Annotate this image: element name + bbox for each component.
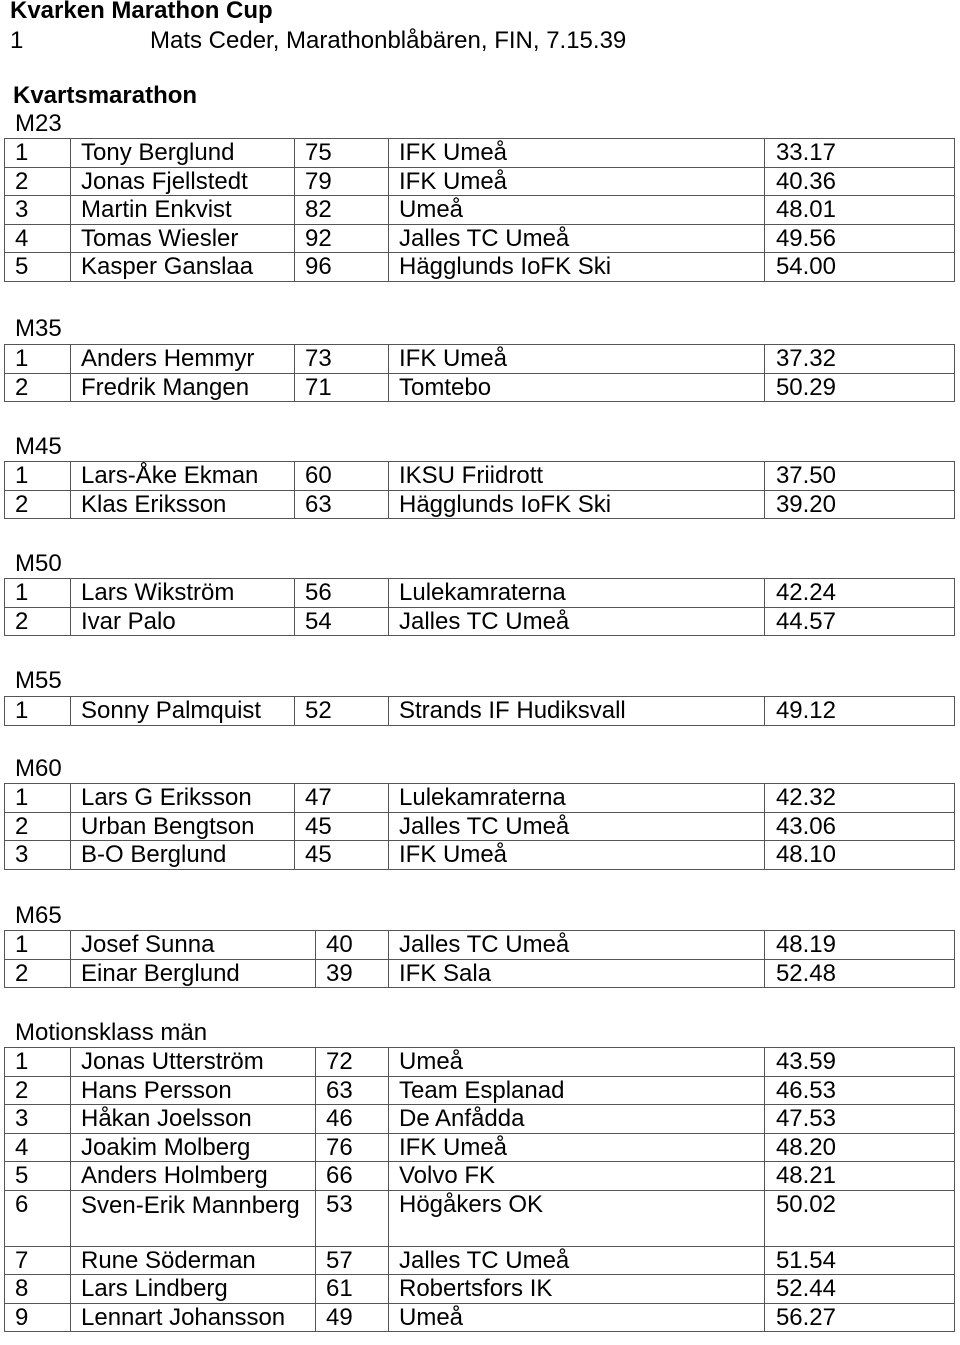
table-row (5, 579, 955, 608)
cell-club: De Anfådda (389, 1105, 765, 1134)
cell-rank: 4 (5, 1133, 71, 1162)
table-row (5, 345, 955, 374)
cell-time: 48.10 (765, 841, 955, 870)
cell-club: Hägglunds IoFK Ski (389, 253, 765, 282)
class-label: Motionsklass män (15, 1019, 208, 1046)
cell-name: Jonas Fjellstedt (71, 167, 295, 196)
cell-club: Jalles TC Umeå (389, 1246, 765, 1275)
table-row (5, 462, 955, 491)
cell-year: 96 (295, 253, 389, 282)
cell-club: IFK Sala (389, 959, 765, 988)
cell-club: Jalles TC Umeå (389, 224, 765, 253)
cell-year: 72 (316, 1048, 389, 1077)
cell-time: 52.44 (765, 1275, 955, 1304)
cell-name: Tony Berglund (71, 139, 295, 168)
cell-rank: 1 (5, 931, 71, 960)
cell-rank: 4 (5, 224, 71, 253)
results-table (4, 1047, 955, 1332)
cell-year: 61 (316, 1275, 389, 1304)
winner-text: Mats Ceder, Marathonblåbären, FIN, 7.15.39 (150, 27, 627, 54)
cell-year: 45 (295, 812, 389, 841)
cell-time: 42.24 (765, 579, 955, 608)
winner-rank: 1 (10, 27, 24, 54)
cell-name: B-O Berglund (71, 841, 295, 870)
class-label: M45 (15, 433, 62, 460)
cell-rank: 6 (5, 1190, 71, 1246)
cell-name: Lars G Eriksson (71, 784, 295, 813)
cell-year: 82 (295, 196, 389, 225)
cell-rank: 3 (5, 841, 71, 870)
cell-time: 52.48 (765, 959, 955, 988)
cell-club: Lulekamraterna (389, 579, 765, 608)
cell-time: 40.36 (765, 167, 955, 196)
cell-club: Robertsfors IK (389, 1275, 765, 1304)
cell-club: IFK Umeå (389, 167, 765, 196)
cell-year: 40 (316, 931, 389, 960)
cell-club: Strands IF Hudiksvall (389, 697, 765, 726)
cell-name: Sven-Erik Mannberg (71, 1190, 316, 1246)
cell-year: 52 (295, 697, 389, 726)
results-table (4, 930, 955, 988)
table-row (5, 196, 955, 225)
cell-club: IFK Umeå (389, 841, 765, 870)
cell-time: 47.53 (765, 1105, 955, 1134)
table-row (5, 224, 955, 253)
cell-name: Jonas Utterström (71, 1048, 316, 1077)
cell-rank: 5 (5, 253, 71, 282)
cell-year: 57 (316, 1246, 389, 1275)
cell-year: 92 (295, 224, 389, 253)
table-row (5, 697, 955, 726)
page-title: Kvarken Marathon Cup (10, 0, 273, 24)
cell-year: 66 (316, 1162, 389, 1191)
cell-name: Urban Bengtson (71, 812, 295, 841)
cell-club: Tomtebo (389, 373, 765, 402)
cell-year: 63 (316, 1076, 389, 1105)
cell-time: 48.21 (765, 1162, 955, 1191)
cell-name: Lars Lindberg (71, 1275, 316, 1304)
cell-rank: 1 (5, 697, 71, 726)
cell-rank: 2 (5, 812, 71, 841)
cell-year: 79 (295, 167, 389, 196)
cell-year: 49 (316, 1303, 389, 1332)
cell-club: Hägglunds IoFK Ski (389, 490, 765, 519)
cell-time: 49.56 (765, 224, 955, 253)
cell-time: 50.02 (765, 1190, 955, 1246)
cell-time: 51.54 (765, 1246, 955, 1275)
class-label: M60 (15, 755, 62, 782)
cell-time: 39.20 (765, 490, 955, 519)
cell-year: 71 (295, 373, 389, 402)
cell-name: Martin Enkvist (71, 196, 295, 225)
cell-name: Joakim Molberg (71, 1133, 316, 1162)
cell-year: 53 (316, 1190, 389, 1246)
cell-name: Hans Persson (71, 1076, 316, 1105)
cell-rank: 1 (5, 579, 71, 608)
cell-club: IFK Umeå (389, 1133, 765, 1162)
cell-name: Klas Eriksson (71, 490, 295, 519)
cell-year: 54 (295, 607, 389, 636)
cell-club: Jalles TC Umeå (389, 812, 765, 841)
cell-time: 56.27 (765, 1303, 955, 1332)
table-row (5, 931, 955, 960)
table-row (5, 1048, 955, 1077)
cell-club: Umeå (389, 1303, 765, 1332)
cell-time: 33.17 (765, 139, 955, 168)
cell-year: 46 (316, 1105, 389, 1134)
cell-club: Lulekamraterna (389, 784, 765, 813)
results-table (4, 138, 955, 282)
cell-time: 43.59 (765, 1048, 955, 1077)
cell-time: 37.32 (765, 345, 955, 374)
table-row (5, 139, 955, 168)
table-row (5, 253, 955, 282)
cell-year: 39 (316, 959, 389, 988)
table-row (5, 1105, 955, 1134)
cell-rank: 1 (5, 462, 71, 491)
cell-time: 44.57 (765, 607, 955, 636)
cell-name: Rune Söderman (71, 1246, 316, 1275)
cell-rank: 1 (5, 139, 71, 168)
cell-name: Kasper Ganslaa (71, 253, 295, 282)
cell-year: 75 (295, 139, 389, 168)
cell-rank: 8 (5, 1275, 71, 1304)
cell-time: 37.50 (765, 462, 955, 491)
cell-time: 42.32 (765, 784, 955, 813)
class-label: M50 (15, 550, 62, 577)
table-row (5, 1190, 955, 1246)
cell-time: 48.20 (765, 1133, 955, 1162)
cell-year: 76 (316, 1133, 389, 1162)
cell-time: 54.00 (765, 253, 955, 282)
cell-club: Team Esplanad (389, 1076, 765, 1105)
cell-rank: 2 (5, 373, 71, 402)
cell-year: 63 (295, 490, 389, 519)
cell-club: IFK Umeå (389, 345, 765, 374)
results-table (4, 696, 955, 726)
table-row (5, 1275, 955, 1304)
table-row (5, 812, 955, 841)
table-row (5, 1133, 955, 1162)
cell-name: Josef Sunna (71, 931, 316, 960)
cell-rank: 2 (5, 167, 71, 196)
cell-year: 47 (295, 784, 389, 813)
table-row (5, 841, 955, 870)
cell-time: 46.53 (765, 1076, 955, 1105)
class-label: M23 (15, 110, 62, 137)
section-title: Kvartsmarathon (13, 82, 198, 109)
table-row (5, 373, 955, 402)
cell-rank: 9 (5, 1303, 71, 1332)
class-label: M65 (15, 902, 62, 929)
cell-rank: 3 (5, 1105, 71, 1134)
table-row (5, 490, 955, 519)
cell-rank: 2 (5, 607, 71, 636)
cell-rank: 1 (5, 345, 71, 374)
results-table (4, 578, 955, 636)
cell-rank: 1 (5, 1048, 71, 1077)
cell-rank: 7 (5, 1246, 71, 1275)
cell-name: Lennart Johansson (71, 1303, 316, 1332)
cell-club: IFK Umeå (389, 139, 765, 168)
cell-rank: 3 (5, 196, 71, 225)
table-row (5, 167, 955, 196)
cell-year: 56 (295, 579, 389, 608)
table-row (5, 1162, 955, 1191)
table-row (5, 1246, 955, 1275)
cell-name: Fredrik Mangen (71, 373, 295, 402)
cell-time: 43.06 (765, 812, 955, 841)
cell-name: Sonny Palmquist (71, 697, 295, 726)
table-row (5, 959, 955, 988)
table-row (5, 784, 955, 813)
cell-club: Umeå (389, 196, 765, 225)
cell-time: 50.29 (765, 373, 955, 402)
cell-rank: 2 (5, 959, 71, 988)
cell-year: 45 (295, 841, 389, 870)
results-table (4, 344, 955, 402)
cell-club: Volvo FK (389, 1162, 765, 1191)
cell-time: 48.19 (765, 931, 955, 960)
cell-name: Anders Holmberg (71, 1162, 316, 1191)
cell-name: Håkan Joelsson (71, 1105, 316, 1134)
cell-name: Einar Berglund (71, 959, 316, 988)
cell-club: IKSU Friidrott (389, 462, 765, 491)
table-row (5, 607, 955, 636)
cell-year: 60 (295, 462, 389, 491)
results-table (4, 783, 955, 870)
cell-club: Jalles TC Umeå (389, 931, 765, 960)
cell-club: Umeå (389, 1048, 765, 1077)
cell-rank: 5 (5, 1162, 71, 1191)
cell-year: 73 (295, 345, 389, 374)
class-label: M55 (15, 667, 62, 694)
cell-name: Lars Wikström (71, 579, 295, 608)
cell-name: Anders Hemmyr (71, 345, 295, 374)
cell-name: Ivar Palo (71, 607, 295, 636)
results-table (4, 461, 955, 519)
table-row (5, 1303, 955, 1332)
cell-name: Tomas Wiesler (71, 224, 295, 253)
class-label: M35 (15, 315, 62, 342)
cell-rank: 2 (5, 1076, 71, 1105)
cell-time: 49.12 (765, 697, 955, 726)
cell-rank: 1 (5, 784, 71, 813)
cell-time: 48.01 (765, 196, 955, 225)
table-row (5, 1076, 955, 1105)
cell-name: Lars-Åke Ekman (71, 462, 295, 491)
cell-club: Jalles TC Umeå (389, 607, 765, 636)
cell-club: Högåkers OK (389, 1190, 765, 1246)
cell-rank: 2 (5, 490, 71, 519)
